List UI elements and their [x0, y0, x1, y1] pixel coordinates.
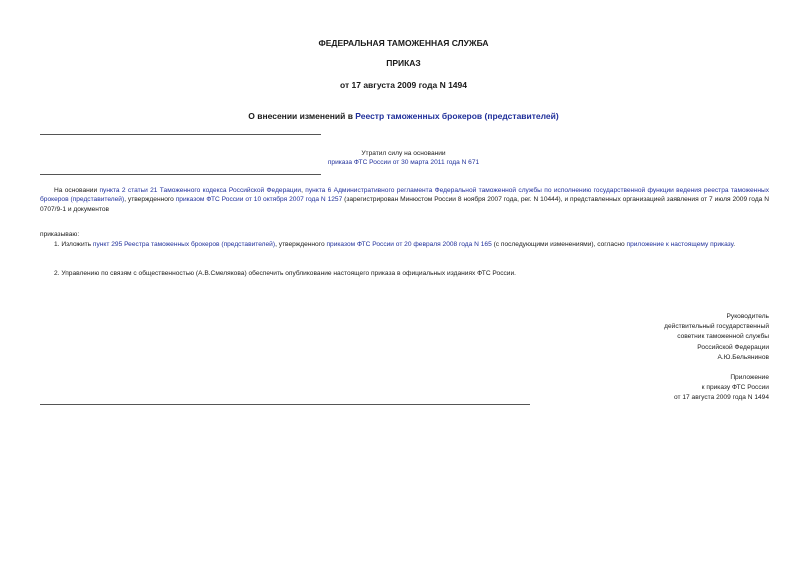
item1-text-4: .	[733, 241, 736, 248]
item-1-paragraph	[40, 240, 769, 249]
status-note	[180, 149, 627, 167]
appendix-block	[560, 373, 769, 404]
order-1257-link[interactable]: приказом ФТС России от 10 октября 2007 года N 1257	[175, 196, 343, 204]
signature-rank-3: Российской Федерации	[697, 343, 769, 351]
appendix-link[interactable]: приложение к настоящему приказу	[626, 241, 734, 248]
preamble-paragraph	[40, 186, 769, 214]
document-type: ПРИКАЗ	[386, 58, 421, 68]
title-prefix: О внесении изменений в	[248, 111, 356, 121]
signature-name: А.Ю.Бельянинов	[717, 353, 769, 361]
point-295-link[interactable]: пункт 295 Реестра таможенных брокеров (представителей)	[92, 241, 276, 248]
status-note-text: Утратил силу на основании	[361, 150, 446, 157]
signature-title: Руководитель	[726, 313, 769, 320]
preamble-text-2: ,	[301, 187, 306, 194]
preamble-text-3: , утвержденного	[124, 196, 176, 204]
divider-bottom	[40, 174, 321, 175]
preamble-text-4: (зарегистрирован Минюстом России 8 ноября 2007 года, рег. N 10444), и представленных организацией заявления от 7 июля 2009 года N 0707/9-1 и документов	[40, 196, 770, 213]
customs-code-link[interactable]: пункта 2 статьи 21 Таможенного кодекса Российской Федерации	[99, 187, 302, 194]
agency-name: ФЕДЕРАЛЬНАЯ ТАМОЖЕННАЯ СЛУЖБА	[318, 38, 489, 48]
appendix-date: от 17 августа 2009 года N 1494	[674, 394, 769, 402]
document-date-number: от 17 августа 2009 года N 1494	[340, 80, 467, 90]
signature-block	[560, 312, 769, 363]
item1-text-1: 1. Изложить	[54, 241, 93, 248]
signature-rank-2: советник таможенной службы	[677, 333, 769, 341]
appendix-ref: к приказу ФТС России	[701, 384, 769, 392]
admin-regulation-link[interactable]: пункта 6 Административного регламента Федеральной таможенной службы по исполнению государственной функции ведения реестра таможенных брокеров (представителей)	[40, 187, 769, 204]
document-title	[0, 111, 807, 121]
status-note-link[interactable]: приказа ФТС России от 30 марта 2011 года N 671	[327, 159, 480, 166]
signature-rank-1: действительный государственный	[664, 323, 769, 331]
item1-text-2: , утвержденного	[275, 241, 327, 248]
order-word: приказываю:	[40, 231, 80, 238]
title-registry-link[interactable]: Реестр таможенных брокеров (представителей)	[355, 111, 559, 121]
preamble-text-1: На основании	[54, 187, 100, 194]
appendix-title: Приложение	[730, 374, 769, 381]
item-2-paragraph: 2. Управлению по связям с общественностью (А.В.Смелякова) обеспечить опубликование настоящего приказа в официальных изданиях ФТС России.	[54, 270, 516, 277]
item1-text-3: (с последующими изменениями), согласно	[491, 241, 627, 248]
divider-top	[40, 134, 321, 135]
appendix-divider	[40, 404, 530, 405]
order-165-link[interactable]: приказом ФТС России от 20 февраля 2008 года N 165	[326, 241, 492, 248]
